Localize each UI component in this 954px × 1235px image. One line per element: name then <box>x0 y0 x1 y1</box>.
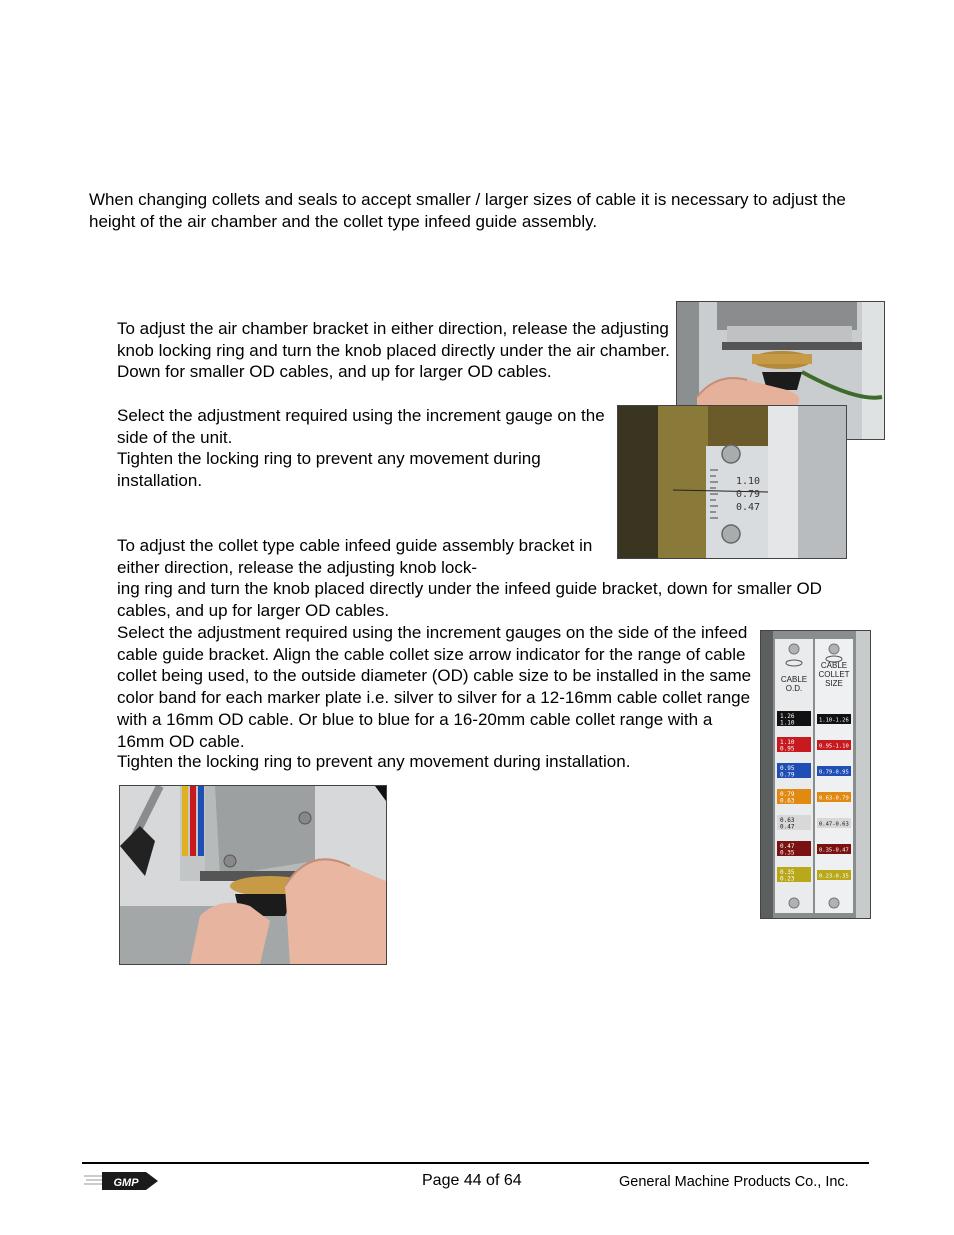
footer-divider <box>82 1162 869 1164</box>
collet-band-label: 0.47-0.63 <box>819 821 849 828</box>
company-name: General Machine Products Co., Inc. <box>619 1174 849 1190</box>
od-band-label: 0.47 <box>780 823 795 831</box>
intro-paragraph: When changing collets and seals to accept smaller / larger sizes of cable it is necessary to adjust the height of the air chamber and the collet type infeed guide assembly. <box>89 190 846 231</box>
gauge-tick-label: 1.10 <box>736 476 761 487</box>
od-band-label: 0.63 <box>780 817 795 824</box>
air-chamber-tighten-instruction: Tighten the locking ring to prevent any movement during installation. <box>117 449 541 490</box>
od-band-label: 0.35 <box>780 849 795 857</box>
air-chamber-gauge-instruction: Select the adjustment required using the increment gauge on the side of the unit. <box>117 406 605 447</box>
collet-gauge-illustration <box>761 631 870 918</box>
air-chamber-instruction: To adjust the air chamber bracket in either direction, release the adjusting knob locking ring and turn the knob placed directly under the air chamber. Down for smaller OD cables, and up for larger OD cables. <box>117 319 670 382</box>
collet-size-title: COLLET <box>818 670 850 679</box>
od-band-label: 1.10 <box>780 719 795 727</box>
infeed-gauge-instruction: Select the adjustment required using the increment gauges on the side of the infeed cable guide bracket. Align the cable collet size arrow indicator for the range of cable collet being used, to the outside diameter (OD) cable size to be installed in the same color band for each marker plate i.e. silver to silver for a 12-16mm cable collet range with a 16mm OD cable. Or blue to blue for a 16-20mm cable collet range with a 16mm OD cable. <box>117 623 752 751</box>
infeed-instruction-part2: ing ring and turn the knob placed directly under the infeed guide bracket, down for smaller OD cables, and up for larger OD cables. <box>117 579 822 620</box>
cable-od-title: O.D. <box>785 684 803 693</box>
od-band-label: 0.79 <box>780 791 795 798</box>
page-number: Page 44 of 64 <box>422 1172 522 1189</box>
collet-size-title: CABLE <box>820 661 848 670</box>
gauge-tick-label: 0.79 <box>736 489 761 500</box>
collet-band-label: 1.10-1.26 <box>819 717 849 724</box>
increment-gauge-photo <box>617 405 847 559</box>
collet-size-title: SIZE <box>825 679 843 688</box>
od-band-label: 0.47 <box>780 843 795 850</box>
infeed-instruction-part1: To adjust the collet type cable infeed guide assembly bracket in either direction, release the adjusting knob lock- <box>117 536 593 577</box>
collet-band-label: 0.35-0.47 <box>819 847 849 854</box>
collet-band-label: 0.63-0.79 <box>819 795 849 802</box>
infeed-tighten-instruction: Tighten the locking ring to prevent any movement during installation. <box>117 752 631 771</box>
collet-band-label: 0.23-0.35 <box>819 873 849 880</box>
gmp-logo <box>84 1170 160 1197</box>
collet-band-label: 0.95-1.10 <box>819 743 849 750</box>
od-band-label: 0.63 <box>780 797 795 805</box>
collet-gauge-photo <box>760 630 871 919</box>
infeed-knob-photo <box>119 785 387 965</box>
od-band-label: 1.10 <box>780 739 795 746</box>
od-band-label: 0.95 <box>780 765 795 772</box>
gauge-tick-label: 0.47 <box>736 502 761 513</box>
od-band-label: 0.95 <box>780 745 795 753</box>
increment-gauge-illustration <box>618 406 846 558</box>
od-band-label: 0.79 <box>780 771 795 779</box>
cable-od-title: CABLE <box>780 675 808 684</box>
od-band-label: 0.35 <box>780 869 795 876</box>
collet-band-label: 0.79-0.95 <box>819 769 849 776</box>
od-band-label: 1.26 <box>780 713 795 720</box>
od-band-label: 0.23 <box>780 875 795 883</box>
logo-text: GMP <box>113 1177 139 1189</box>
infeed-knob-illustration <box>120 786 386 964</box>
